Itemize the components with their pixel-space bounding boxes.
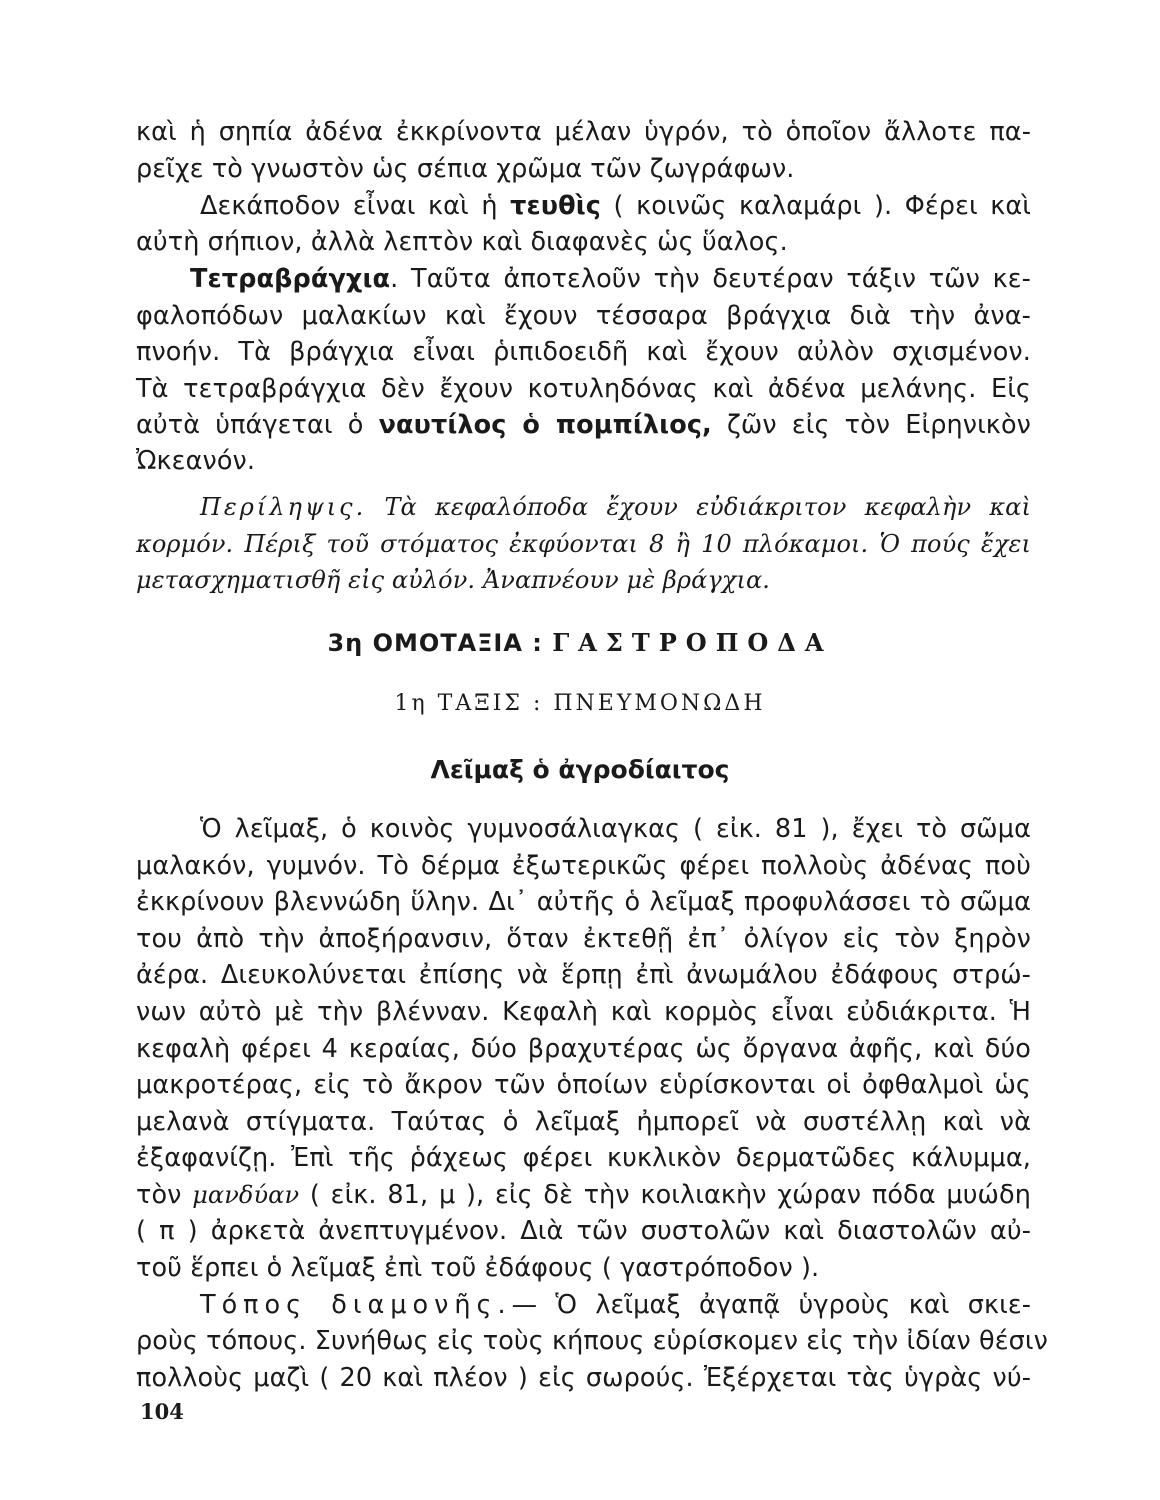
- text-line: [200, 188, 1031, 224]
- summary-label: Περίληψις.: [200, 493, 367, 521]
- text-line: φαλοπόδων μαλακίων καὶ ἔχουν τέσσαρα βράγχια διὰ τὴν ἀνα-: [136, 301, 1031, 331]
- text-line: [190, 261, 1031, 297]
- text-line: καὶ ἡ σηπία ἀδένα ἐκκρίνοντα μέλαν ὑγρόν, τὸ ὁποῖον ἄλλοτε πα-: [136, 117, 1031, 147]
- text-line: ἐκκρίνουν βλεννώδη ὕλην. Δι᾽ αὐτῆς ὁ λεῖμαξ προφυλάσσει τὸ σῶμα: [136, 887, 1031, 917]
- text-line: μακροτέρας, εἰς τὸ ἄκρον τῶν ὁποίων εὑρίσκονται οἱ ὀφθαλμοὶ ὡς: [136, 1070, 1031, 1100]
- text-span: . Ταῦτα ἀποτελοῦν τὴν δευτέραν τάξιν τῶν κε-: [390, 264, 1031, 294]
- text-span: αὐτὰ ὑπάγεται ὁ: [136, 410, 364, 440]
- text-line: κεφαλὴ φέρει 4 κεραίας, δύο βραχυτέρας ὡς ὄργανα ἀφῆς, καὶ δύο: [136, 1034, 1031, 1064]
- text-line: πολλοὺς μαζὶ ( 20 καὶ πλέον ) εἰς σωρούς. Ἐξέρχεται τὰς ὑγρὰς νύ-: [136, 1363, 1031, 1393]
- class-name: ΓΑΣΤΡΟΠΟΔΑ: [552, 628, 833, 657]
- text-span: ( εἰκ. 81, μ ), εἰς δὲ τὴν κοιλιακὴν χώραν πόδα μυώδη: [309, 1180, 1031, 1210]
- text-span: ( κοινῶς καλαμάρι ). Φέρει καὶ: [613, 191, 1031, 221]
- term-tetrabranchia: Τετραβράγχια: [190, 264, 391, 294]
- text-line: [136, 407, 1031, 443]
- class-prefix: 3η ΟΜΟΤΑΞΙΑ :: [327, 629, 543, 657]
- page-number: 104: [140, 1399, 184, 1424]
- text-span: Δεκάποδον εἶναι καὶ ἡ: [200, 191, 498, 221]
- text-span: ζῶν εἰς τὸν Εἰρηνικὸν: [726, 410, 1031, 440]
- text-line: μελανὰ στίγματα. Ταύτας ὁ λεῖμαξ ἠμπορεῖ νὰ συστέλλῃ καὶ νὰ: [136, 1107, 1031, 1137]
- text-line: μαλακόν, γυμνόν. Τὸ δέρμα ἐξωτερικῶς φέρει πολλοὺς ἀδένας ποὺ: [136, 851, 1031, 881]
- text-line: [200, 1287, 1031, 1323]
- text-line: του ἀπὸ τὴν ἀποξήρανσιν, ὅταν ἐκτεθῇ ἐπ᾽ ὀλίγον εἰς τὸν ξηρὸν: [136, 924, 1031, 954]
- text-line: ροὺς τόπους. Συνήθως εἰς τοὺς κήπους εὑρίσκομεν εἰς τὴν ἰδίαν θέσιν: [136, 1326, 1048, 1356]
- class-heading: [0, 628, 1160, 657]
- text-span: — Ὁ λεῖμαξ ἀγαπᾷ ὑγροὺς καὶ σκιε-: [511, 1290, 1032, 1320]
- text-line: ἀέρα. Διευκολύνεται ἐπίσης νὰ ἕρπῃ ἐπὶ ἀνωμάλου ἐδάφους στρώ-: [136, 960, 1031, 990]
- text-line: αὐτὴ σήπιον, ἀλλὰ λεπτὸν καὶ διαφανὲς ὡς ὕαλος.: [136, 227, 788, 257]
- text-line: ( π ) ἀρκετὰ ἀνεπτυγμένον. Διὰ τῶν συστολῶν καὶ διαστολῶν αὐ-: [136, 1216, 1031, 1246]
- summary-line: μετασχηματισθῆ εἰς αὐλόν. Ἀναπνέουν μὲ βράγχια.: [136, 566, 771, 594]
- term-nautilus: ναυτίλος ὁ πομπίλιος,: [378, 410, 712, 440]
- text-span: τὸν: [136, 1180, 182, 1210]
- text-line: Ὠκεανόν.: [136, 446, 256, 476]
- text-line: ρεῖχε τὸ γνωστὸν ὡς σέπια χρῶμα τῶν ζωγράφων.: [136, 154, 795, 184]
- text-line: Ὁ λεῖμαξ, ὁ κοινὸς γυμνοσάλιαγκας ( εἰκ. 81 ), ἔχει τὸ σῶμα: [200, 814, 1031, 844]
- term-mantle: μανδύαν: [192, 1181, 300, 1209]
- text-line: τοῦ ἕρπει ὁ λεῖμαξ ἐπὶ τοῦ ἐδάφους ( γαστρόποδον ).: [136, 1253, 820, 1283]
- summary-line: [200, 489, 1031, 525]
- text-line: νων αὐτὸ μὲ τὴν βλένναν. Κεφαλὴ καὶ κορμὸς εἶναι εὐδιάκριτα. Ἡ: [136, 997, 1031, 1027]
- summary-line: κορμόν. Πέριξ τοῦ στόματος ἐκφύονται 8 ἢ 10 πλόκαμοι. Ὁ πούς ἔχει: [136, 530, 1031, 558]
- text-line: [136, 1177, 1031, 1213]
- text-span: Τὰ κεφαλόποδα ἔχουν εὐδιάκριτον κεφαλὴν καὶ: [384, 493, 1031, 521]
- section-label: Τόπος διαμονῆς.: [200, 1290, 512, 1320]
- text-line: ἐξαφανίζῃ. Ἐπὶ τῆς ῥάχεως φέρει κυκλικὸν δερματῶδες κάλυμμα,: [136, 1143, 1031, 1173]
- text-line: πνοήν. Τὰ βράγχια εἶναι ῥιπιδοειδῆ καὶ ἔχουν αὐλὸν σχισμένον.: [136, 337, 1031, 367]
- species-heading: Λεῖμαξ ὁ ἀγροδίαιτος: [430, 755, 730, 784]
- order-heading: 1η ΤΑΞΙΣ : ΠΝΕΥΜΟΝΩΔΗ: [394, 691, 766, 716]
- term-teuthis: τευθὶς: [510, 191, 601, 221]
- text-line: Τὰ τετραβράγχια δὲν ἔχουν κοτυληδόνας καὶ ἀδένα μελάνης. Εἰς: [136, 374, 1031, 404]
